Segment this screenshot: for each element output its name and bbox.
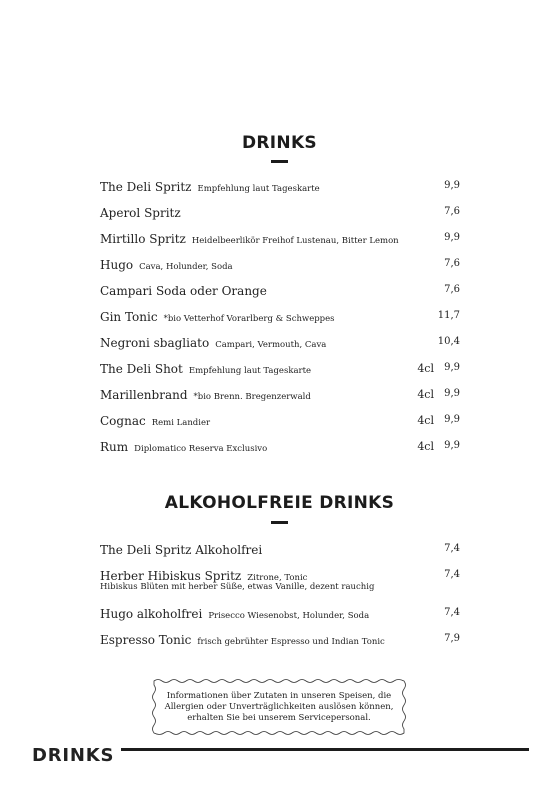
menu-item [100,206,460,226]
item-description: *bio Brenn. Bregenzerwald [193,392,311,402]
item-name-line [100,543,262,557]
menu-item [100,362,460,382]
item-description: Prisecco Wiesenobst, Holunder, Soda [208,611,370,621]
item-name-line [100,310,335,324]
item-price: 9,9 [444,362,460,373]
item-price: 7,4 [444,607,460,618]
item-name: Gin Tonic [100,310,158,324]
item-name: Herber Hibiskus Spritz [100,569,242,583]
item-name-line [100,388,311,402]
item-name-line [100,258,233,272]
item-size: 4cl [417,388,434,401]
item-name: The Deli Spritz Alkoholfrei [100,543,263,557]
item-name: Negroni sbagliato [100,336,210,350]
menu-item [100,388,460,408]
item-name: Mirtillo Spritz [100,232,186,246]
menu-item [100,232,460,252]
footer-title: DRINKS [32,745,115,766]
notice-text [151,691,407,724]
item-name-line [100,284,267,298]
item-size: 4cl [417,440,434,453]
item-name: Hugo alkoholfrei [100,607,203,621]
item-description: *bio Vetterhof Vorarlberg & Schweppes [163,314,335,324]
item-name: Espresso Tonic [100,633,192,647]
item-name: Cognac [100,414,146,428]
menu-item [100,543,460,563]
item-description: Zitrone, Tonic [247,573,308,583]
item-description: Empfehlung laut Tageskarte [197,184,320,194]
alkoholfrei-heading: ALKOHOLFREIE DRINKS [164,493,395,513]
item-price: 7,6 [444,258,460,269]
item-name-line [100,440,267,454]
item-description: Empfehlung laut Tageskarte [188,366,312,376]
item-price: 9,9 [444,180,460,191]
item-price: 9,9 [444,414,460,425]
item-price: 7,4 [444,543,460,554]
item-name-line [100,414,210,428]
item-description: Campari, Vermouth, Cava [215,340,327,350]
item-size: 4cl [417,414,434,427]
menu-item [100,633,460,653]
item-description: Cava, Holunder, Soda [139,262,233,272]
item-name: The Deli Spritz [100,180,192,194]
item-name-line [100,336,326,350]
item-name-line [100,569,307,583]
item-price: 7,6 [444,206,460,217]
item-name-line [100,607,369,621]
menu-item [100,258,460,278]
notice-line: Allergien oder Unverträglichkeiten auslösen können, [164,702,394,712]
item-name: The Deli Shot [100,362,183,376]
item-name-line [100,362,311,376]
drinks-heading-underline [271,160,288,163]
item-name-line [100,180,320,194]
item-name: Rum [100,440,129,454]
item-name: Campari Soda oder Orange [100,284,267,298]
item-price: 9,9 [444,388,460,399]
item-name: Hugo [100,258,134,272]
menu-item [100,440,460,460]
item-name: Marillenbrand [100,388,188,402]
menu-item [100,284,460,304]
item-description: frisch gebrühter Espresso und Indian Tonic [197,637,385,647]
drinks-heading: DRINKS [242,133,317,153]
footer-rule [121,748,529,751]
menu-item [100,569,460,599]
menu-item [100,336,460,356]
item-price: 9,9 [444,232,460,243]
item-price: 11,7 [437,310,460,321]
item-name-line [100,206,181,220]
item-subdescription: Hibiskus Blüten mit herber Süße, etwas Vanille, dezent rauchig [100,582,375,592]
item-name-line [100,232,399,246]
item-size: 4cl [417,362,434,375]
item-name: Aperol Spritz [100,206,181,220]
item-description: Diplomatico Reserva Exclusivo [134,444,268,454]
alkoholfrei-heading-underline [271,521,288,524]
item-name-line [100,633,385,647]
item-price: 9,9 [444,440,460,451]
item-price: 7,4 [444,569,460,580]
menu-item [100,414,460,434]
item-price: 7,9 [444,633,460,644]
item-price: 7,6 [444,284,460,295]
item-description: Heidelbeerlikör Freihof Lustenau, Bitter Lemon [191,236,399,246]
item-description: Remi Landier [151,418,211,428]
menu-item [100,180,460,200]
item-price: 10,4 [437,336,460,347]
allergen-notice [151,678,407,736]
menu-item [100,310,460,330]
notice-line: erhalten Sie bei unserem Servicepersonal. [187,713,371,723]
notice-line: Informationen über Zutaten in unseren Speisen, die [166,691,392,701]
menu-item [100,607,460,627]
